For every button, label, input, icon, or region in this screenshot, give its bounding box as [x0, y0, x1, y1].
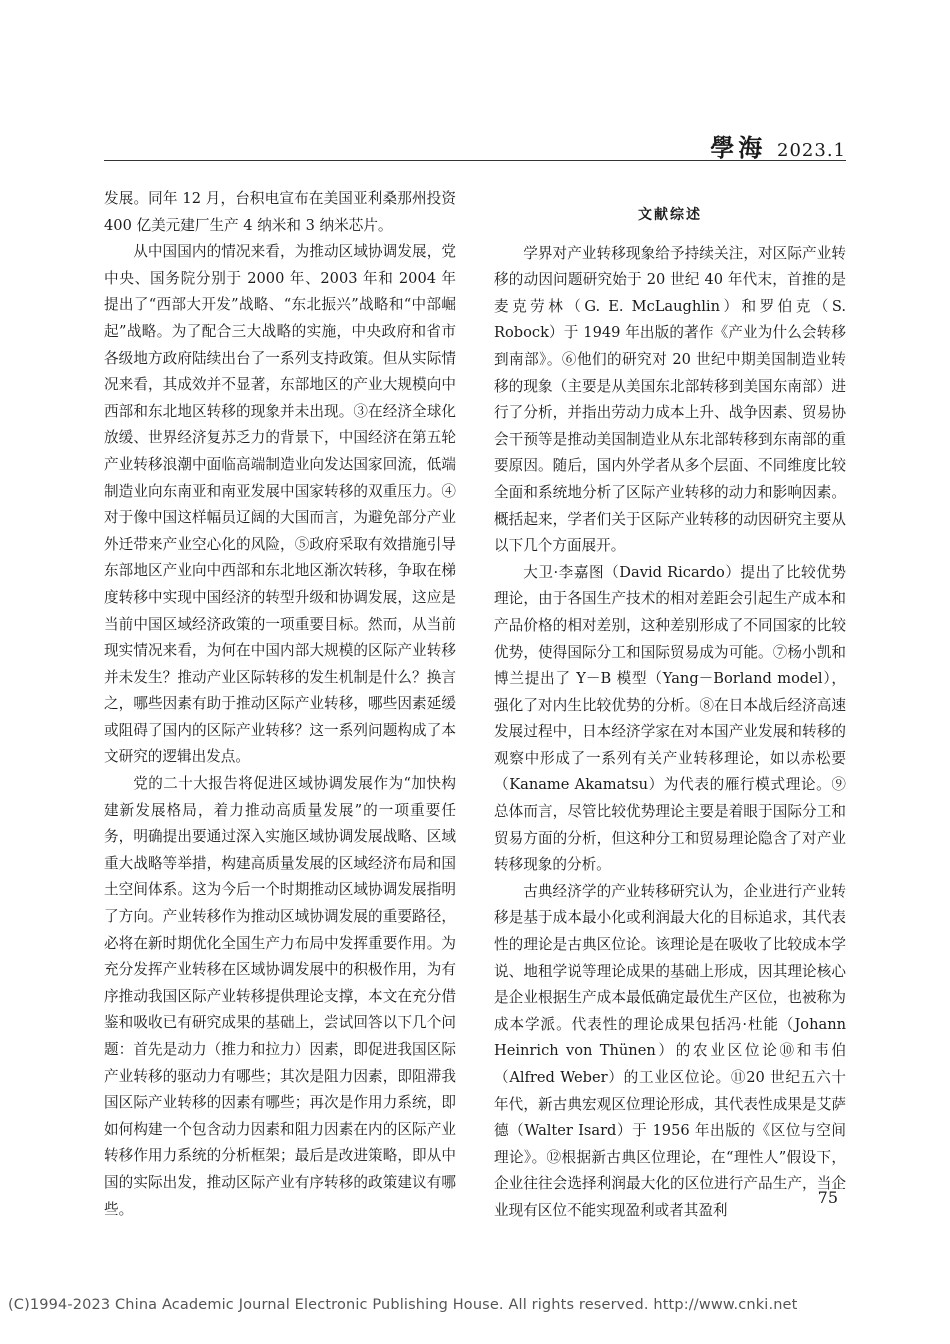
paragraph: 学界对产业转移现象给予持续关注，对区际产业转移的动因问题研究始于 20 世纪 40 年代末，首推的是麦克劳林（G. E. McLaughlin）和罗伯克（S. Robock）于 1949 年出版的著作《产业为什么会转移到南部》。⑥他们的研究对 20 世纪中期美国制造业转移的现象（主要是从美国东北部转移到美国东南部）进行了分析，并指出劳动力成本上升、战争因素、贸易协会干预等是推动美国制造业从东北部转移到东南部的重要原因。随后，国内外学者从多个层面、不同维度比较全面和系统地分析了区际产业转移的动力和影响因素。概括起来，学者们关于区际产业转移的动因研究主要从以下几个方面展开。 — [494, 244, 846, 555]
paragraph: 党的二十大报告将促进区域协调发展作为“加快构建新发展格局，着力推动高质量发展”的一项重要任务，明确提出要通过深入实施区域协调发展战略、区域重大战略等举措，构建高质量发展的区域经济布局和国土空间体系。这为今后一个时期推动区域协调发展指明了方向。产业转移作为推动区域协调发展的重要路径，必将在新时期优化全国生产力布局中发挥重要作用。为充分发挥产业转移在区域协调发展中的积极作用，为有序推动我国区际产业转移提供理论支撑，本文在充分借鉴和吸收已有研究成果的基础上，尝试回答以下几个问题：首先是动力（推力和拉力）因素，即促进我国区际产业转移的驱动力有哪些；其次是阻力因素，即阻滞我国区际产业转移的因素有哪些；再次是作用力系统，即如何构建一个包含动力因素和阻力因素在内的区际产业转移作用力系统的分析框架；最后是改进策略，即从中国的实际出发，推动区际产业有序转移的政策建议有哪些。 — [104, 775, 456, 1218]
paragraph: 古典经济学的产业转移研究认为，企业进行产业转移是基于成本最小化或利润最大化的目标追求，其代表性的理论是古典区位论。该理论是在吸收了比较成本学说、地租学说等理论成果的基础上形成，因其理论核心是企业根据生产成本最低确定最优生产区位，也被称为成本学派。代表性的理论成果包括冯·杜能（Johann Heinrich von Thünen）的农业区位论⑩和韦伯（Alfred Weber）的工业区位论。⑪20 世纪五六十年代，新古典宏观区位理论形成，其代表性成果是艾萨德（Walter Isard）于 1956 年出版的《区位与空间理论》。⑫根据新古典区位理论，在“理性人”假设下，企业往往会选择利润最大化的区位进行产品生产，当企业现有区位不能实现盈利或者其盈利 — [494, 882, 846, 1219]
running-head — [710, 128, 846, 163]
header-divider — [104, 160, 846, 161]
footer-copyright: (C)1994-2023 China Academic Journal Electronic Publishing House. All rights reserved. http://www.cnki.net — [8, 1297, 798, 1313]
journal-name: 學海 — [710, 133, 767, 162]
paragraph: 大卫·李嘉图（David Ricardo）提出了比较优势理论，由于各国生产技术的相对差距会引起生产成本和产品价格的相对差别，这种差别形成了不同国家的比较优势，使得国际分工和国际贸易成为可能。⑦杨小凯和博兰提出了 Y－B 模型（Yang－Borland model），强化了对内生比较优势的分析。⑧在日本战后经济高速发展过程中，日本经济学家在对本国产业发展和转移的观察中形成了一系列有关产业转移理论，如以赤松要（Kaname Akamatsu）为代表的雁行模式理论。⑨总体而言，尽管比较优势理论主要是着眼于国际分工和贸易方面的分析，但这种分工和贸易理论隐含了对产业转移现象的分析。 — [494, 563, 846, 874]
paragraph: 从中国国内的情况来看，为推动区域协调发展，党中央、国务院分别于 2000 年、2003 年和 2004 年提出了“西部大开发”战略、“东北振兴”战略和“中部崛起”战略。为了配合三大战略的实施，中央政府和省市各级地方政府陆续出台了一系列支持政策。但从实际情况来看，其成效并不显著，东部地区的产业大规模向中西部和东北地区转移的现象并未出现。③在经济全球化放缓、世界经济复苏乏力的背景下，中国经济在第五轮产业转移浪潮中面临高端制造业向发达国家回流，低端制造业向东南亚和南亚发展中国家转移的双重压力。④对于像中国这样幅员辽阔的大国而言，为避免部分产业外迁带来产业空心化的风险，⑤政府采取有效措施引导东部地区产业向中西部和东北地区渐次转移，争取在梯度转移中实现中国经济的转型升级和协调发展，这应是当前中国区域经济政策的一项重要目标。然而，从当前现实情况来看，为何在中国内部大规模的区际产业转移并未发生？推动产业区际转移的发生机制是什么？换言之，哪些因素有助于推动区际产业转移，哪些因素延缓或阻碍了国内的区际产业转移？这一系列问题构成了本文研究的逻辑出发点。 — [104, 243, 456, 766]
page-number: 75 — [817, 1188, 838, 1207]
section-heading: 文献综述 — [638, 207, 702, 223]
issue-number: 2023.1 — [777, 140, 846, 161]
paragraph: 发展。同年 12 月，台积电宣布在美国亚利桑那州投资 400 亿美元建厂生产 4 纳米和 3 纳米芯片。 — [104, 190, 456, 234]
left-column — [104, 186, 456, 1223]
right-column — [494, 186, 846, 1225]
